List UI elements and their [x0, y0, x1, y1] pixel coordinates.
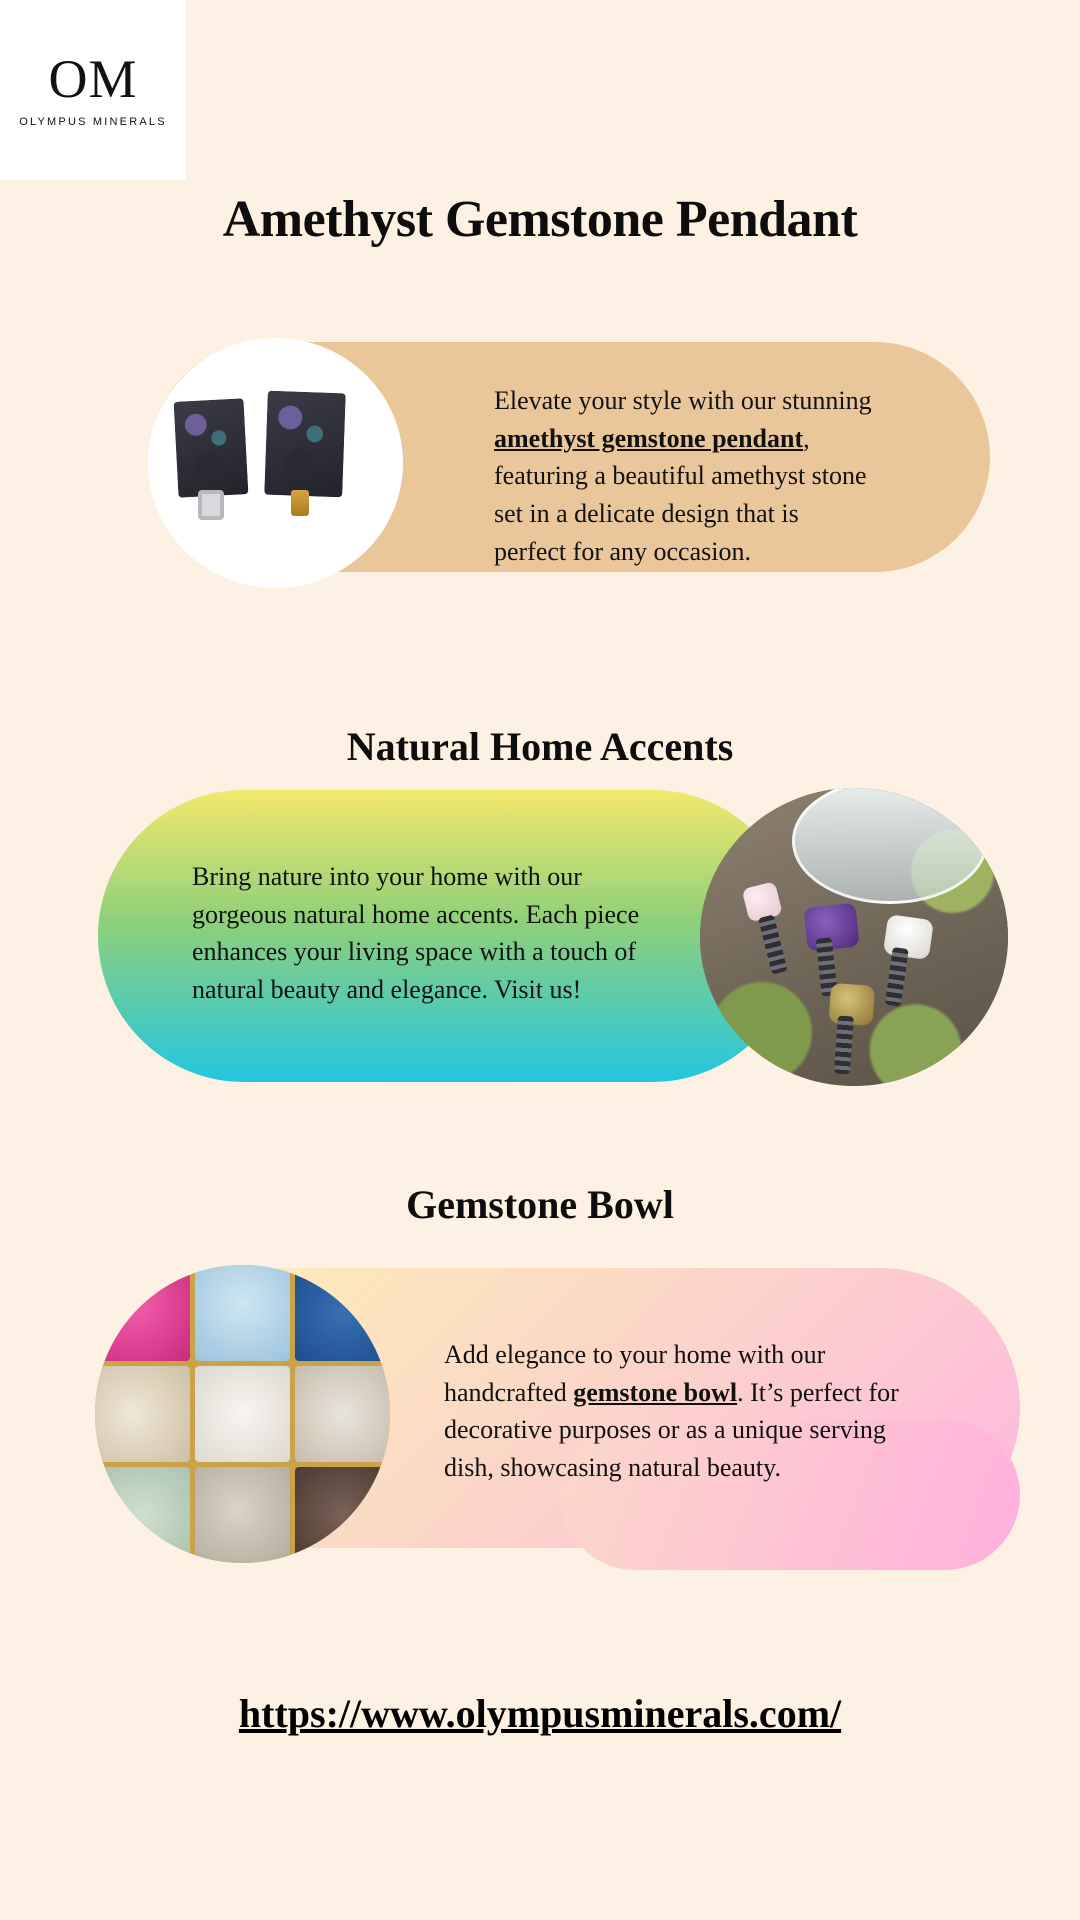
pendant-text-before: Elevate your style with our stunning [494, 386, 872, 415]
pendant-bail-silver [198, 490, 224, 520]
pendant-text-after: , featuring a beautiful amethyst stone set in a delicate design that is perfect for any occasion. [494, 423, 867, 566]
website-link[interactable]: https://www.olympusminerals.com/ [238, 1691, 842, 1736]
pendant-description [494, 382, 874, 570]
home-accents-description: Bring nature into your home with our gorgeous natural home accents. Each piece enhances your living space with a touch of natural beauty and elegance. Visit us! [192, 862, 640, 1005]
gemstone-bowl-description [444, 1336, 914, 1487]
pendant-keyword[interactable]: amethyst gemstone pendant [494, 423, 804, 453]
pendant-stone-right [264, 391, 346, 498]
pendant-stone-left [174, 398, 249, 498]
gemstone-bowl-photo [95, 1265, 390, 1563]
agate-slice-grid [95, 1265, 390, 1563]
bowl-text-before: Add elegance to your home with our handcrafted [444, 1340, 826, 1407]
bowl-keyword[interactable]: gemstone bowl [573, 1377, 738, 1407]
stopper-pyrite [825, 983, 865, 1075]
bowl-text-after: . It’s perfect for decorative purposes or as a unique serving dish, showcasing natural beauty. [444, 1377, 899, 1483]
brand-logo [0, 0, 186, 180]
section-title-home-accents: Natural Home Accents [346, 724, 734, 770]
section-title-gemstone-bowl: Gemstone Bowl [406, 1182, 674, 1228]
pendant-bail-gold [291, 490, 309, 516]
home-accents-photo [700, 788, 1008, 1086]
logo-monogram: OM [48, 49, 138, 109]
page-title: Amethyst Gemstone Pendant [222, 190, 858, 248]
pendant-photo [148, 338, 403, 588]
logo-wordmark: OLYMPUS MINERALS [19, 116, 167, 128]
